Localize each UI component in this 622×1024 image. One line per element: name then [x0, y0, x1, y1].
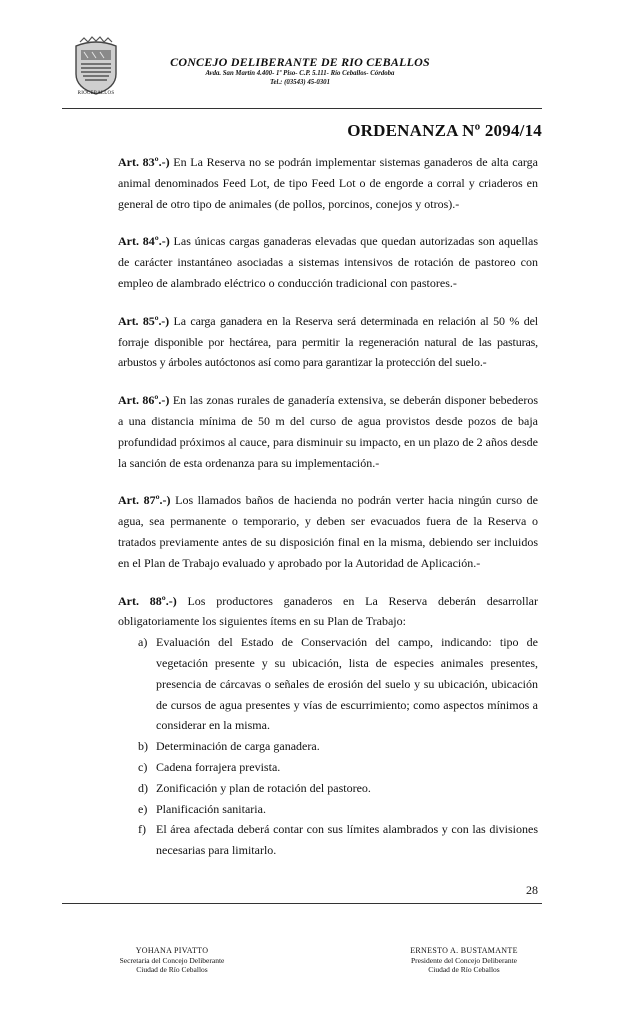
list-item: [118, 819, 538, 861]
article-label: Art. 83º.-): [118, 155, 170, 169]
page-number: 28: [526, 883, 538, 897]
signatory-name: YOHANA PIVATTO: [135, 946, 209, 955]
council-phone: Tel.: (03543) 45-0301: [270, 79, 330, 86]
article-text: Los llamados baños de hacienda no podrán verter hacia ningún curso de agua, sea permanente o temporario, y deben ser evacuados fuera de la Reserva o tratados previamente antes de su disposición final en la misma, debiendo ser incluidos en el Plan de Trabajo evaluado y aprobado por la Autoridad de Aplicación.-: [118, 493, 538, 570]
list-text: Planificación sanitaria.: [156, 801, 266, 816]
list-marker: f): [138, 822, 146, 837]
signatory-role: Secretaria del Concejo Deliberante: [119, 955, 225, 965]
article-label: Art. 88º.-): [118, 593, 177, 608]
list-marker: a): [138, 635, 148, 650]
article-text: La carga ganadera en la Reserva será determinada en relación al 50 % del forraje disponible por hectárea, para permitir la regeneración natural de las pasturas, arbustos y árboles autóctonos así como para garantizar la protección del suelo.-: [118, 313, 538, 370]
list-item: [118, 632, 538, 736]
list-text: Evaluación del Estado de Conservación del campo, indicando: tipo de vegetación presente y su ubicación, lista de especies animales presentes, presencia de cárcavas o señales de erosión del suelo y su ubicación, ubicación de cursos de agua presentes y vías de escurrimiento; como aspectos mínimos a considerar en la misma.: [156, 635, 538, 733]
header-divider: [62, 108, 542, 109]
list-marker: c): [138, 759, 148, 774]
crest-label: RIOCEBALLOS: [77, 91, 115, 96]
signature-secretary: [82, 946, 262, 975]
article-text: En La Reserva no se podrán implementar sistemas ganaderos de alta carga animal denominados Feed Lot, de tipo Feed Lot o de engorde a corral y criaderos en general de otro tipo de animales (de pollos, porcinos, conejos y otros).-: [118, 155, 538, 211]
list-item: [118, 757, 538, 778]
article-label: Art. 86º.-): [118, 393, 170, 408]
list-marker: b): [138, 739, 148, 754]
document-body: [118, 152, 538, 861]
article-88: [118, 591, 538, 633]
footer-divider: [62, 903, 542, 904]
article-label: Art. 85º.-): [118, 313, 169, 328]
signatory-name: ERNESTO A. BUSTAMANTE: [410, 946, 518, 955]
article-86: [118, 390, 538, 473]
list-marker: e): [138, 801, 148, 816]
list-marker: d): [138, 780, 148, 795]
signature-president: [374, 946, 554, 975]
council-address: Avda. San Martín 4.400- 1º Piso- C.P. 5.111- Río Ceballos- Córdoba: [205, 70, 395, 77]
article-83: [118, 152, 538, 214]
signatory-place: Ciudad de Río Ceballos: [136, 965, 208, 974]
article-label: Art. 84º.-): [118, 234, 170, 249]
council-name: CONCEJO DELIBERANTE DE RIO CEBALLOS: [170, 55, 430, 69]
article-84: [118, 231, 538, 293]
ordinance-title: ORDENANZA Nº 2094/14: [347, 121, 542, 140]
list-item: [118, 778, 538, 799]
letterhead: [150, 55, 450, 87]
plan-items-list: [118, 632, 538, 861]
signatory-place: Ciudad de Río Ceballos: [428, 965, 500, 974]
article-85: [118, 311, 538, 373]
municipal-crest-icon: [72, 36, 120, 96]
list-text: El área afectada deberá contar con sus límites alambrados y con las divisiones necesarias para limitarlo.: [156, 822, 538, 858]
article-87: [118, 490, 538, 573]
list-text: Cadena forrajera prevista.: [156, 759, 281, 774]
article-text: Las únicas cargas ganaderas elevadas que quedan autorizadas son aquellas de carácter instantáneo asociadas a sistemas intensivos de rotación de pastoreo con empleo de alambrado eléctrico o conducción tradicional con pastores.-: [118, 234, 538, 290]
article-text: Los productores ganaderos en La Reserva deberán desarrollar obligatoriamente los siguientes ítems en su Plan de Trabajo:: [118, 593, 538, 629]
list-item: [118, 736, 538, 757]
article-label: Art. 87º.-): [118, 493, 171, 508]
list-item: [118, 799, 538, 820]
list-text: Zonificación y plan de rotación del pastoreo.: [156, 780, 371, 795]
signatory-role: Presidente del Concejo Deliberante: [410, 955, 517, 965]
list-text: Determinación de carga ganadera.: [156, 739, 320, 754]
article-text: En las zonas rurales de ganadería extensiva, se deberán disponer bebederos a una distancia mínima de 50 m del curso de agua provistos desde pozos de baja profundidad próximos al cauce, para disminuir su impacto, en un plazo de 2 años desde la sanción de esta ordenanza para su implementación.-: [118, 393, 538, 470]
